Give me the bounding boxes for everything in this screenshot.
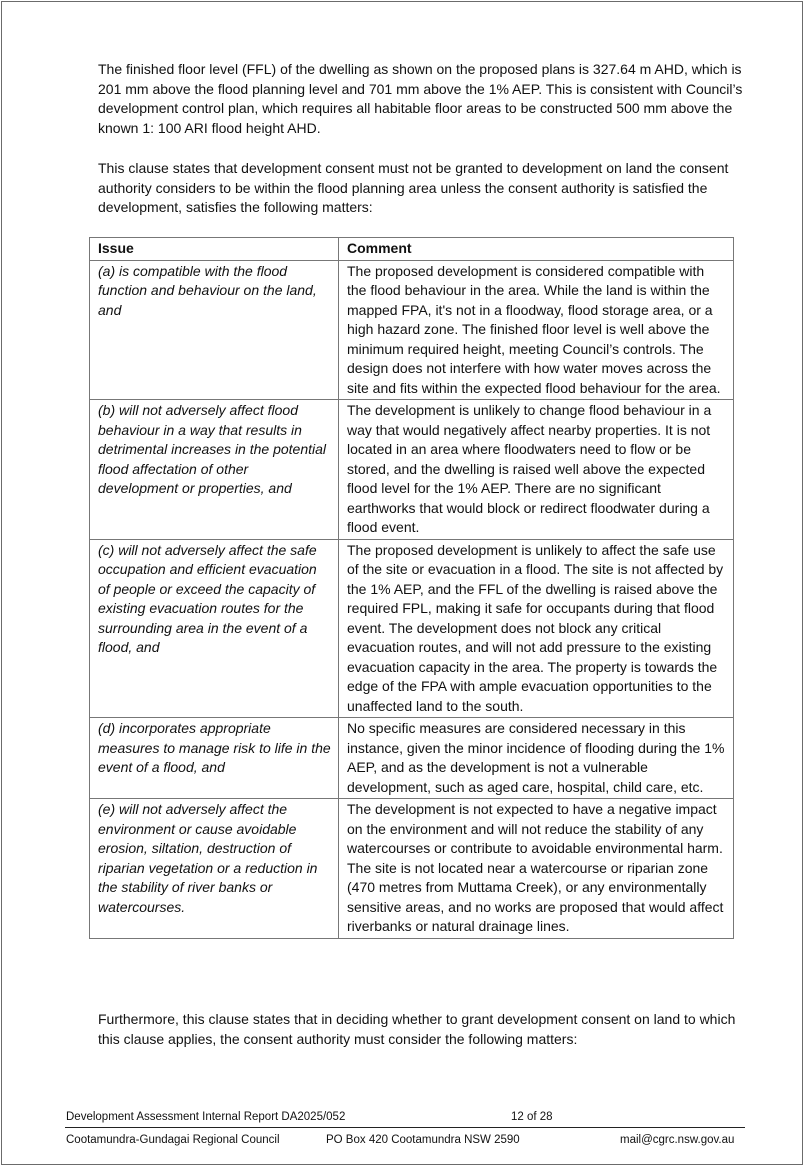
header-issue: Issue xyxy=(90,238,339,261)
issue-cell: (c) will not adversely affect the safe occupation and efficient evacuation of people or exceed the capacity of existing evacuation routes for the surrounding area in the event of a flood, and xyxy=(90,539,339,718)
flood-matters-table xyxy=(89,237,734,939)
comment-cell: The proposed development is considered compatible with the flood behaviour in the area. While the land is within the mapped FPA, it's not in a floodway, flood storage area, or a high hazard zone. The finished floor level is well above the minimum required height, meeting Council’s controls. The design does not interfere with how water moves across the site and fits within the expected flood behaviour for the area. xyxy=(339,260,734,400)
issue-cell: (e) will not adversely affect the environment or cause avoidable erosion, siltation, destruction of riparian vegetation or a reduction in the stability of river banks or watercourses. xyxy=(90,799,339,939)
footer-report-title: Development Assessment Internal Report DA2025/052 xyxy=(66,1111,346,1123)
paragraph-clause-intro: This clause states that development consent must not be granted to development on land the consent authority considers to be within the flood planning area unless the consent authority is satisfied the development, satisfies the following matters: xyxy=(98,160,729,215)
table-header-row xyxy=(90,238,734,261)
paragraph-ffl: The finished floor level (FFL) of the dwelling as shown on the proposed plans is 327.64 m AHD, which is 201 mm above the flood planning level and 701 mm above the 1% AEP. This is consistent with Council’s development control plan, which requires all habitable floor areas to be constructed 500 mm above the known 1: 100 ARI flood height AHD. xyxy=(98,61,743,136)
table-row xyxy=(90,718,734,799)
header-comment: Comment xyxy=(339,238,734,261)
table-row xyxy=(90,400,734,540)
comment-cell: The proposed development is unlikely to affect the safe use of the site or evacuation in a flood. The site is not affected by the 1% AEP, and the FFL of the dwelling is raised above the required FPL, making it safe for occupants during that flood event. The development does not block any critical evacuation routes, and will not add pressure to the existing evacuation capacity in the area. The property is towards the edge of the FPA with ample evacuation opportunities to the unaffected land to the south. xyxy=(339,539,734,718)
footer-council-name: Cootamundra-Gundagai Regional Council xyxy=(66,1134,280,1146)
comment-cell: The development is not expected to have a negative impact on the environment and will not reduce the stability of any watercourses or contribute to avoidable environmental harm. The site is not located near a watercourse or riparian zone (470 metres from Muttama Creek), or any environmentally sensitive areas, and no works are proposed that would affect riverbanks or natural drainage lines. xyxy=(339,799,734,939)
footer-page-number: 12 of 28 xyxy=(511,1111,553,1123)
footer-email: mail@cgrc.nsw.gov.au xyxy=(620,1134,735,1146)
footer-divider xyxy=(65,1127,745,1128)
issue-cell: (d) incorporates appropriate measures to manage risk to life in the event of a flood, and xyxy=(90,718,339,799)
issue-cell: (b) will not adversely affect flood behaviour in a way that results in detrimental increases in the potential flood affectation of other development or properties, and xyxy=(90,400,339,540)
table-row xyxy=(90,539,734,718)
comment-cell: No specific measures are considered necessary in this instance, given the minor incidence of flooding during the 1% AEP, and as the development is not a vulnerable development, such as aged care, hospital, child care, etc. xyxy=(339,718,734,799)
table-row xyxy=(90,260,734,400)
paragraph-consider-matters: Furthermore, this clause states that in deciding whether to grant development consent on land to which this clause applies, the consent authority must consider the following matters: xyxy=(98,1011,736,1047)
footer-address: PO Box 420 Cootamundra NSW 2590 xyxy=(326,1134,520,1146)
comment-cell: The development is unlikely to change flood behaviour in a way that would negatively affect nearby properties. It is not located in an area where floodwaters need to flow or be stored, and the dwelling is raised well above the expected flood level for the 1% AEP. There are no significant earthworks that would block or redirect floodwater during a flood event. xyxy=(339,400,734,540)
issue-cell: (a) is compatible with the flood function and behaviour on the land, and xyxy=(90,260,339,400)
table-row xyxy=(90,799,734,939)
